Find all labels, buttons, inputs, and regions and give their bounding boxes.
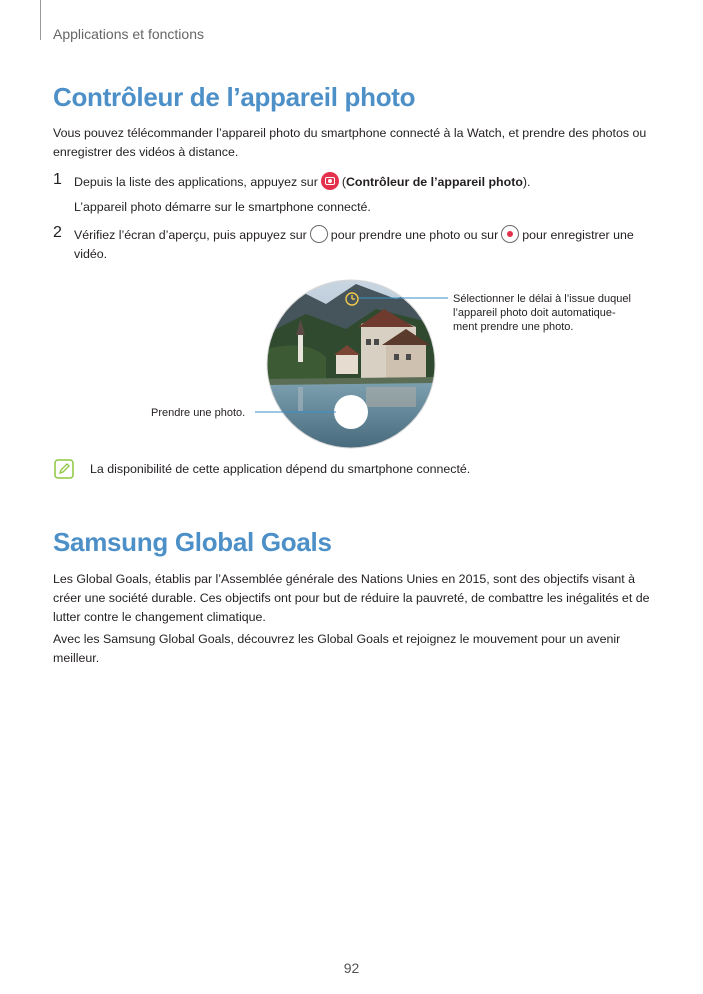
step-2-text-c: pour enregistrer une vidéo. bbox=[74, 228, 634, 261]
step-1-subtext: L’appareil photo démarre sur le smartphone connecté. bbox=[74, 200, 371, 214]
step-1-text bbox=[74, 173, 654, 192]
note-text: La disponibilité de cette application dépend du smartphone connecté. bbox=[90, 462, 471, 476]
record-icon bbox=[501, 225, 519, 243]
camera-controller-app-icon bbox=[321, 172, 339, 190]
global-goals-title: Samsung Global Goals bbox=[53, 527, 332, 557]
step-1-number: 1 bbox=[53, 171, 62, 188]
timer-callout: Sélectionner le délai à l’issue duquel l’appareil photo doit automatique-ment prendre une photo. bbox=[453, 293, 631, 333]
step-2-text-b: pour prendre une photo ou sur bbox=[330, 228, 499, 242]
camera-intro-paragraph: Vous pouvez télécommander l’appareil photo du smartphone connecté à la Watch, et prendre des photos ou enregistrer des vidéos à distance. bbox=[53, 126, 647, 159]
step-1-paren-close: ). bbox=[522, 175, 531, 189]
camera-controller-title: Contrôleur de l’appareil photo bbox=[53, 82, 416, 112]
step-2-text-a: Vérifiez l’écran d’aperçu, puis appuyez sur bbox=[74, 228, 307, 242]
global-goals-paragraph-1: Les Global Goals, établis par l’Assemblée générale des Nations Unies en 2015, sont des objectifs visant à créer une société durable. Ces objectifs ont pour but de réduire la pauvreté, de combattre les inégalités et de lutter contre le changement climatique. bbox=[53, 572, 650, 624]
step-1-app-name: Contrôleur de l’appareil photo bbox=[345, 175, 523, 189]
shutter-icon bbox=[310, 225, 328, 243]
watch-camera-preview bbox=[266, 279, 436, 449]
step-2-number: 2 bbox=[53, 224, 62, 241]
step-1-text-before: Depuis la liste des applications, appuyez sur bbox=[74, 175, 318, 189]
shutter-callout: Prendre une photo. bbox=[151, 407, 246, 419]
page-number: 92 bbox=[343, 960, 360, 976]
shutter-button[interactable] bbox=[334, 395, 368, 429]
step-1-paren-open: ( bbox=[341, 175, 346, 189]
header-rule bbox=[40, 0, 41, 40]
step-2-text bbox=[74, 226, 639, 264]
section-header: Applications et fonctions bbox=[53, 26, 204, 42]
global-goals-paragraph-2: Avec les Samsung Global Goals, découvrez les Global Goals et rejoignez le mouvement pour un avenir meilleur. bbox=[53, 632, 621, 665]
note-pencil-icon bbox=[54, 459, 74, 479]
